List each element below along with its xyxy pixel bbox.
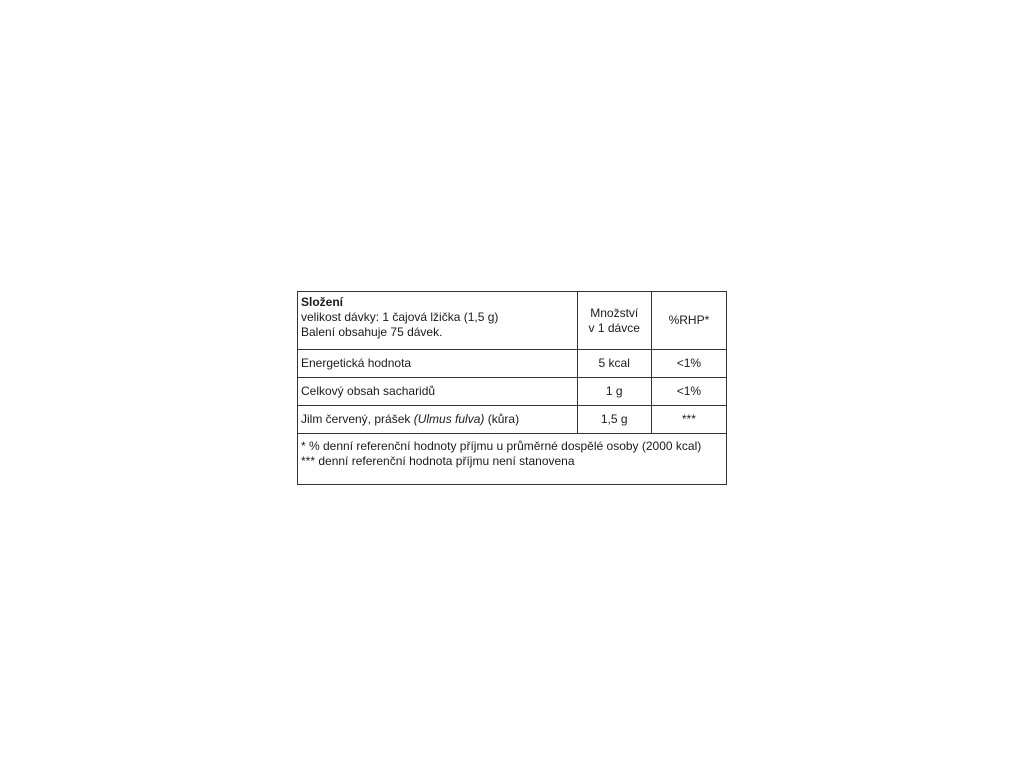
ingredient-latin-name: (Ulmus fulva) — [413, 412, 485, 426]
table-header-row — [298, 292, 727, 350]
ingredient-name-suffix: (kůra) — [484, 412, 520, 426]
table-row — [298, 378, 727, 406]
package-servings-text: Balení obsahuje 75 dávek. — [301, 325, 443, 339]
serving-size-text: velikost dávky: 1 čajová lžička (1,5 g) — [301, 310, 499, 324]
ingredient-rhp: *** — [651, 406, 726, 434]
notes-cell — [298, 434, 727, 485]
table-row — [298, 350, 727, 378]
ingredient-amount: 1,5 g — [577, 406, 651, 434]
nutrition-table — [297, 291, 727, 485]
amount-header-line2: v 1 dávce — [588, 320, 640, 335]
ingredient-name-prefix: Jilm červený, prášek — [301, 412, 414, 426]
ingredient-name — [298, 406, 578, 434]
footnote-rhp: * % denní referenční hodnoty příjmu u průměrné dospělé osoby (2000 kcal) — [301, 439, 702, 453]
amount-header-cell — [577, 292, 651, 350]
nutrient-amount: 5 kcal — [577, 350, 651, 378]
amount-header-line1: Množství — [590, 305, 639, 320]
notes-row — [298, 434, 727, 485]
composition-header-cell — [298, 292, 578, 350]
nutrient-amount: 1 g — [577, 378, 651, 406]
nutrient-name: Celkový obsah sacharidů — [298, 378, 578, 406]
nutrient-rhp: <1% — [651, 350, 726, 378]
rhp-header-cell: %RHP* — [651, 292, 726, 350]
table-row — [298, 406, 727, 434]
nutrient-rhp: <1% — [651, 378, 726, 406]
nutrient-name: Energetická hodnota — [298, 350, 578, 378]
composition-title: Složení — [301, 295, 344, 309]
footnote-not-established: *** denní referenční hodnota příjmu není stanovena — [301, 454, 575, 468]
